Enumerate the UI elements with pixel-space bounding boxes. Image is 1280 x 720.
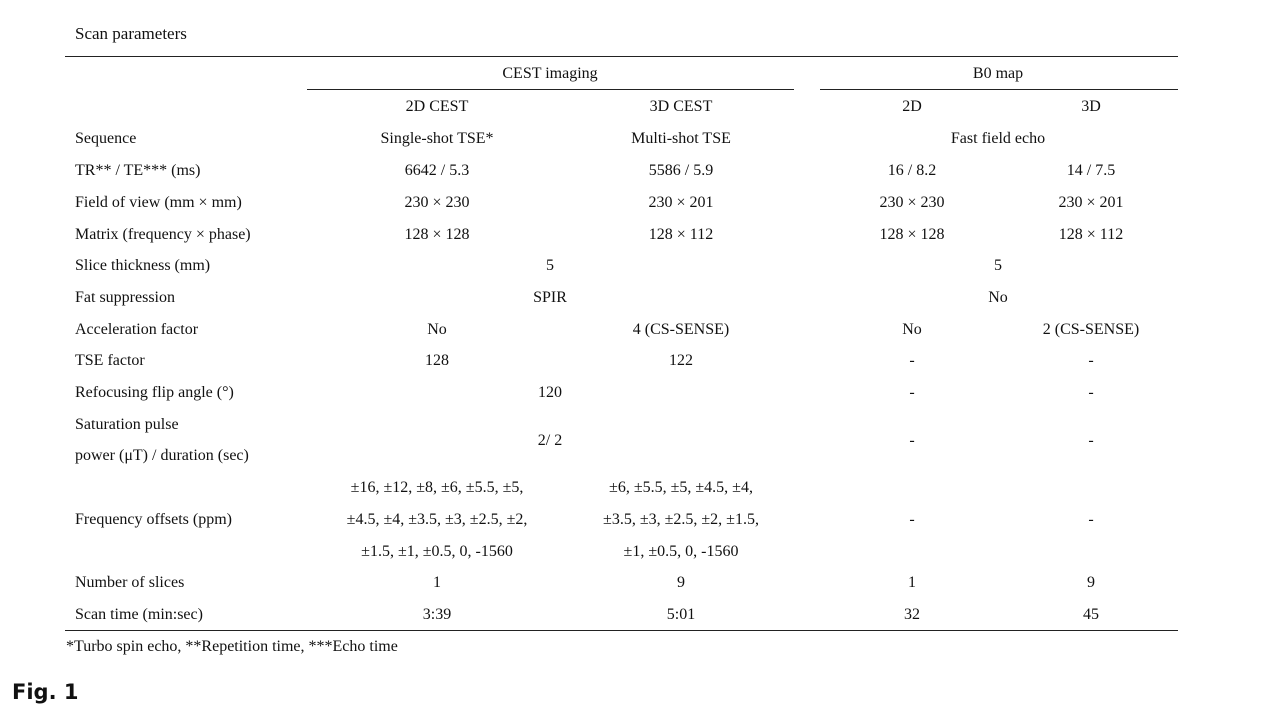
num-slices-3d-cest: 9 bbox=[677, 574, 685, 591]
tse-factor-2d-cest: 128 bbox=[425, 352, 449, 369]
freq-offsets-3d-cest-line2: ±3.5, ±3, ±2.5, ±2, ±1.5, bbox=[603, 511, 759, 528]
row-label-saturation-line2: power (μT) / duration (sec) bbox=[75, 447, 249, 464]
saturation-2d-b0: - bbox=[909, 432, 915, 449]
saturation-3d-b0: - bbox=[1088, 432, 1094, 449]
num-slices-3d-b0: 9 bbox=[1087, 574, 1095, 591]
slice-thickness-cest: 5 bbox=[546, 257, 554, 274]
row-label-fov: Field of view (mm × mm) bbox=[75, 194, 242, 211]
column-header-3d-cest: 3D CEST bbox=[649, 98, 713, 115]
matrix-3d-cest: 128 × 112 bbox=[648, 226, 714, 243]
fov-2d-cest: 230 × 230 bbox=[404, 194, 470, 211]
freq-offsets-3d-b0: - bbox=[1088, 511, 1094, 528]
row-label-slice-thickness: Slice thickness (mm) bbox=[75, 257, 211, 274]
tse-factor-3d-cest: 122 bbox=[669, 352, 693, 369]
fov-2d-b0: 230 × 230 bbox=[879, 194, 945, 211]
fov-3d-b0: 230 × 201 bbox=[1058, 194, 1124, 211]
freq-offsets-3d-cest-line1: ±6, ±5.5, ±5, ±4.5, ±4, bbox=[609, 479, 753, 496]
table-footnote: *Turbo spin echo, **Repetition time, ***Echo time bbox=[66, 638, 398, 655]
freq-offsets-3d-cest-line3: ±1, ±0.5, 0, -1560 bbox=[623, 543, 739, 560]
scan-time-3d-cest: 5:01 bbox=[666, 606, 696, 623]
freq-offsets-2d-b0: - bbox=[909, 511, 915, 528]
freq-offsets-2d-cest-line1: ±16, ±12, ±8, ±6, ±5.5, ±5, bbox=[350, 479, 524, 496]
matrix-2d-cest: 128 × 128 bbox=[404, 226, 470, 243]
freq-offsets-2d-cest-line2: ±4.5, ±4, ±3.5, ±3, ±2.5, ±2, bbox=[346, 511, 528, 528]
row-label-frequency-offsets: Frequency offsets (ppm) bbox=[75, 511, 232, 528]
cest-group-rule bbox=[307, 89, 794, 90]
group-header-b0: B0 map bbox=[972, 65, 1024, 82]
row-label-fat-suppression: Fat suppression bbox=[75, 289, 175, 306]
tr-te-2d-cest: 6642 / 5.3 bbox=[404, 162, 470, 179]
row-label-tse-factor: TSE factor bbox=[75, 352, 145, 369]
fat-suppression-cest: SPIR bbox=[533, 289, 567, 306]
acceleration-3d-cest: 4 (CS-SENSE) bbox=[632, 321, 730, 338]
matrix-2d-b0: 128 × 128 bbox=[879, 226, 945, 243]
row-label-sequence: Sequence bbox=[75, 130, 137, 147]
tr-te-3d-b0: 14 / 7.5 bbox=[1066, 162, 1116, 179]
tr-te-3d-cest: 5586 / 5.9 bbox=[648, 162, 714, 179]
acceleration-2d-cest: No bbox=[427, 321, 447, 338]
row-label-tr-te: TR** / TE*** (ms) bbox=[75, 162, 201, 179]
scan-time-2d-b0: 32 bbox=[904, 606, 920, 623]
row-label-flip-angle: Refocusing flip angle (°) bbox=[75, 384, 234, 401]
num-slices-2d-cest: 1 bbox=[433, 574, 441, 591]
matrix-3d-b0: 128 × 112 bbox=[1058, 226, 1124, 243]
flip-angle-2d-b0: - bbox=[909, 384, 915, 401]
figure-label: Fig. 1 bbox=[12, 680, 79, 704]
freq-offsets-2d-cest-line3: ±1.5, ±1, ±0.5, 0, -1560 bbox=[361, 543, 513, 560]
fat-suppression-b0: No bbox=[988, 289, 1008, 306]
b0-group-rule bbox=[820, 89, 1178, 90]
scan-time-2d-cest: 3:39 bbox=[422, 606, 452, 623]
saturation-cest: 2/ 2 bbox=[537, 432, 563, 449]
column-header-2d-b0: 2D bbox=[902, 98, 922, 115]
sequence-2d-cest: Single-shot TSE* bbox=[380, 130, 494, 147]
column-header-3d-b0: 3D bbox=[1081, 98, 1101, 115]
row-label-matrix: Matrix (frequency × phase) bbox=[75, 226, 251, 243]
fov-3d-cest: 230 × 201 bbox=[648, 194, 714, 211]
row-label-scan-time: Scan time (min:sec) bbox=[75, 606, 203, 623]
row-label-number-of-slices: Number of slices bbox=[75, 574, 185, 591]
sequence-3d-cest: Multi-shot TSE bbox=[631, 130, 731, 147]
row-label-acceleration: Acceleration factor bbox=[75, 321, 199, 338]
bottom-rule bbox=[65, 630, 1178, 631]
flip-angle-cest: 120 bbox=[538, 384, 562, 401]
row-label-saturation-line1: Saturation pulse bbox=[75, 416, 179, 433]
acceleration-2d-b0: No bbox=[902, 321, 922, 338]
top-rule bbox=[65, 56, 1178, 57]
tse-factor-2d-b0: - bbox=[909, 352, 915, 369]
acceleration-3d-b0: 2 (CS-SENSE) bbox=[1042, 321, 1140, 338]
flip-angle-3d-b0: - bbox=[1088, 384, 1094, 401]
scan-time-3d-b0: 45 bbox=[1083, 606, 1099, 623]
tse-factor-3d-b0: - bbox=[1088, 352, 1094, 369]
sequence-b0: Fast field echo bbox=[950, 130, 1046, 147]
num-slices-2d-b0: 1 bbox=[908, 574, 916, 591]
tr-te-2d-b0: 16 / 8.2 bbox=[887, 162, 937, 179]
table-caption: Scan parameters bbox=[75, 24, 187, 43]
group-header-cest: CEST imaging bbox=[502, 65, 598, 82]
column-header-2d-cest: 2D CEST bbox=[405, 98, 469, 115]
slice-thickness-b0: 5 bbox=[994, 257, 1002, 274]
